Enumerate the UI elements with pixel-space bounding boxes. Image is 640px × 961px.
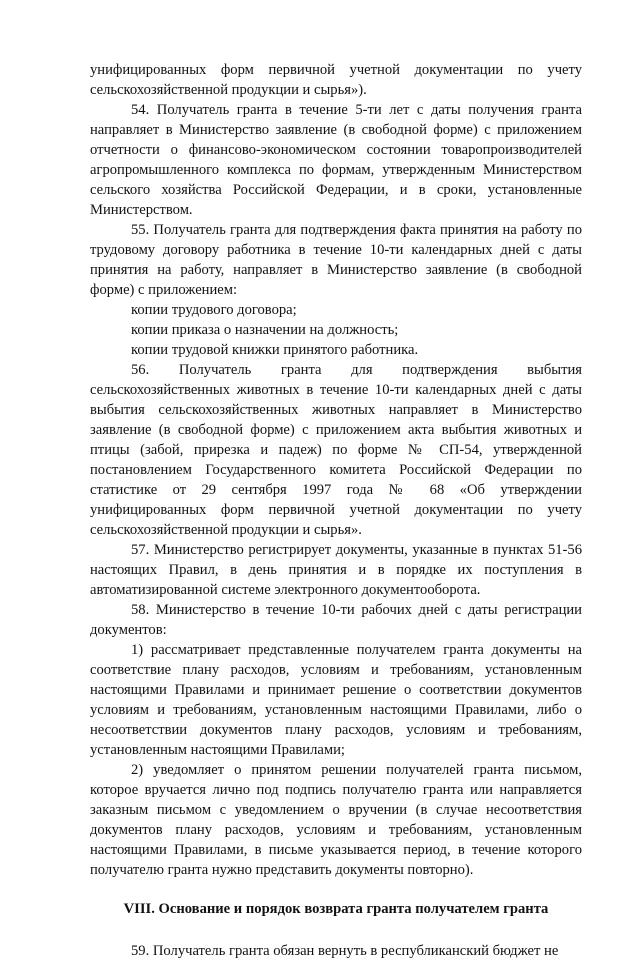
paragraph-58-item-1: 1) рассматривает представленные получателем гранта документы на соответствие плану расходов, условиям и требованиям, установленным настоящими Правилами и принимает решение о соответствии документов условиям и требованиям, установленным настоящими Правилами, либо о несоответствии документов плану расходов, условиям и требованиям, установленным настоящими Правилами; bbox=[90, 642, 582, 758]
list-item: копии приказа о назначении на должность; bbox=[131, 322, 399, 338]
list-item: копии трудовой книжки принятого работника. bbox=[131, 342, 419, 358]
paragraph-continuation: унифицированных форм первичной учетной документации по учету сельскохозяйственной продукции и сырья»). bbox=[90, 62, 582, 98]
document-page bbox=[90, 60, 582, 961]
paragraph-55: 55. Получатель гранта для подтверждения факта принятия на работу по трудовому договору работника в течение 10-ти календарных дней с даты принятия на работу, направляет в Министерство заявление (в свободной форме) с приложением: bbox=[90, 222, 582, 298]
section-heading: VIII. Основание и порядок возврата гранта получателем гранта bbox=[123, 901, 549, 917]
paragraph-54: 54. Получатель гранта в течение 5-ти лет с даты получения гранта направляет в Министерство заявление (в свободной форме) с приложением отчетности о финансово-экономическом состоянии товаропроизводителей агропромышленного комплекса по формам, утвержденным Министерством сельского хозяйства Российской Федерации, и в сроки, установленные Министерством. bbox=[90, 102, 582, 218]
paragraph-58: 58. Министерство в течение 10-ти рабочих дней с даты регистрации документов: bbox=[90, 602, 582, 638]
paragraph-59: 59. Получатель гранта обязан вернуть в республиканский бюджет не bbox=[131, 943, 559, 959]
paragraph-57: 57. Министерство регистрирует документы, указанные в пунктах 51-56 настоящих Правил, в день принятия и в порядке их поступления в автоматизированной системе электронного документооборота. bbox=[90, 542, 582, 598]
paragraph-56: 56. Получатель гранта для подтверждения выбытия сельскохозяйственных животных в течение 10-ти календарных дней с даты выбытия сельскохозяйственных животных направляет в Министерство заявление (в свободной форме) с приложением акта выбытия животных и птицы (забой, прирезка и падеж) по форме № СП-54, утвержденной постановлением Государственного комитета Российской Федерации по статистике от 29 сентября 1997 года № 68 «Об утверждении унифицированных форм первичной учетной документации по учету сельскохозяйственной продукции и сырья». bbox=[90, 362, 582, 538]
paragraph-58-item-2: 2) уведомляет о принятом решении получателей гранта письмом, которое вручается лично под подпись получателю гранта или направляется заказным письмом с уведомлением о вручении (в случае несоответствия документов плану расходов, условиям и требованиям, установленным настоящими Правилами, в письме указывается период, в течение которого получателю гранта нужно представить документы повторно). bbox=[90, 762, 582, 878]
list-item: копии трудового договора; bbox=[131, 302, 297, 318]
